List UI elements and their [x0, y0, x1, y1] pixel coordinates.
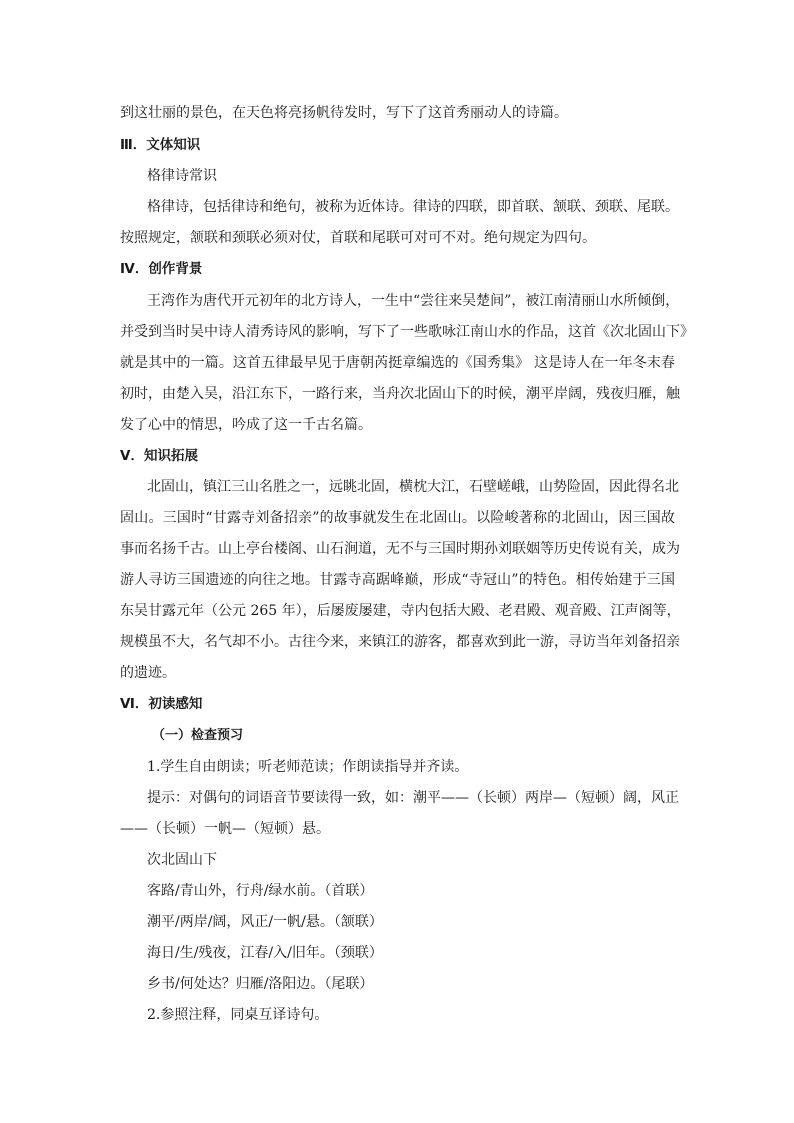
section-6-item-2: 2.参照注释，同桌互译诗句。: [147, 1007, 329, 1023]
section-6-item-1: 1.学生自由朗读；听老师范读；作朗读指导并齐读。: [147, 759, 469, 775]
section-4-para-line: 王湾作为唐代开元初年的北方诗人，一生中“尝往来吴楚间”，被江南清丽山水所倾倒，: [147, 293, 680, 309]
section-4-heading: Ⅳ．创作背景: [120, 261, 203, 277]
section-3-para-line: 格律诗，包括律诗和绝句，被称为近体诗。律诗的四联，即首联、颔联、颈联、尾联。: [147, 199, 679, 215]
section-5-para-line: 固山。三国时“甘露寺刘备招亲”的故事就发生在北固山。以险峻著称的北固山，因三国故: [120, 510, 675, 526]
section-5-para-line: 的遗迹。: [120, 665, 176, 681]
section-3-subtitle: 格律诗常识: [147, 168, 217, 184]
section-3-para-line: 按照规定，颔联和颈联必须对仗，首联和尾联可对可不对。绝句规定为四句。: [120, 230, 596, 246]
section-5-heading: Ⅴ．知识拓展: [120, 448, 198, 464]
section-4-para-line: 初时，由楚入吴，沿江东下，一路行来，当舟次北固山下的时候，潮平岸阔，残夜归雁，触: [120, 386, 680, 402]
section-6-tip-line: 提示：对偶句的词语音节要读得一致，如：潮平——（长顿）两岸—（短顿）阔，风正: [147, 790, 679, 806]
section-5-para-line: 游人寻访三国遗迹的向往之地。甘露寺高踞峰巅，形成“寺冠山”的特色。相传始建于三国: [120, 572, 675, 588]
poem-line: 客路/青山外，行舟/绿水前。（首联）: [147, 883, 374, 899]
section-6-subheading: （一）检查预习: [152, 728, 244, 743]
section-6-heading: Ⅵ．初读感知: [120, 696, 203, 712]
section-5-para-line: 东吴甘露元年（公元 265 年），后屡废屡建，寺内包括大殿、老君殿、观音殿、江声阁等，: [120, 603, 681, 619]
poem-line: 乡书/何处达？归雁/洛阳边。（尾联）: [147, 976, 374, 992]
poem-line: 潮平/两岸/阔，风正/一帆/悬。（颔联）: [147, 914, 383, 930]
poem-line: 海日/生/残夜，江春/入/旧年。（颈联）: [147, 945, 383, 961]
intro-tail-text: 到这壮丽的景色，在天色将亮扬帆待发时，写下了这首秀丽动人的诗篇。: [120, 105, 568, 121]
section-3-heading: Ⅲ．文体知识: [120, 137, 201, 153]
section-5-para-line: 事而名扬千古。山上亭台楼阁、山石涧道，无不与三国时期孙刘联姻等历史传说有关，成为: [120, 541, 680, 557]
section-5-para-line: 北固山，镇江三山名胜之一，远眺北固，横枕大江，石壁嵯峨，山势险固，因此得名北: [147, 479, 679, 495]
poem-title: 次北固山下: [147, 852, 217, 868]
section-4-para-line: 就是其中的一篇。这首五律最早见于唐朝芮挺章编选的《国秀集》 这是诗人在一年冬末春: [120, 355, 675, 371]
section-5-para-line: 规模虽不大，名气却不小。古往今来，来镇江的游客，都喜欢到此一游，寻访当年刘备招亲: [120, 634, 680, 650]
section-4-para-line: 并受到当时吴中诗人清秀诗风的影响，写下了一些歌咏江南山水的作品，这首《次北固山下》: [120, 324, 694, 340]
section-6-tip-line: ——（长顿）一帆—（短顿）悬。: [120, 821, 330, 837]
section-4-para-line: 发了心中的情思，吟成了这一千古名篇。: [120, 417, 372, 433]
